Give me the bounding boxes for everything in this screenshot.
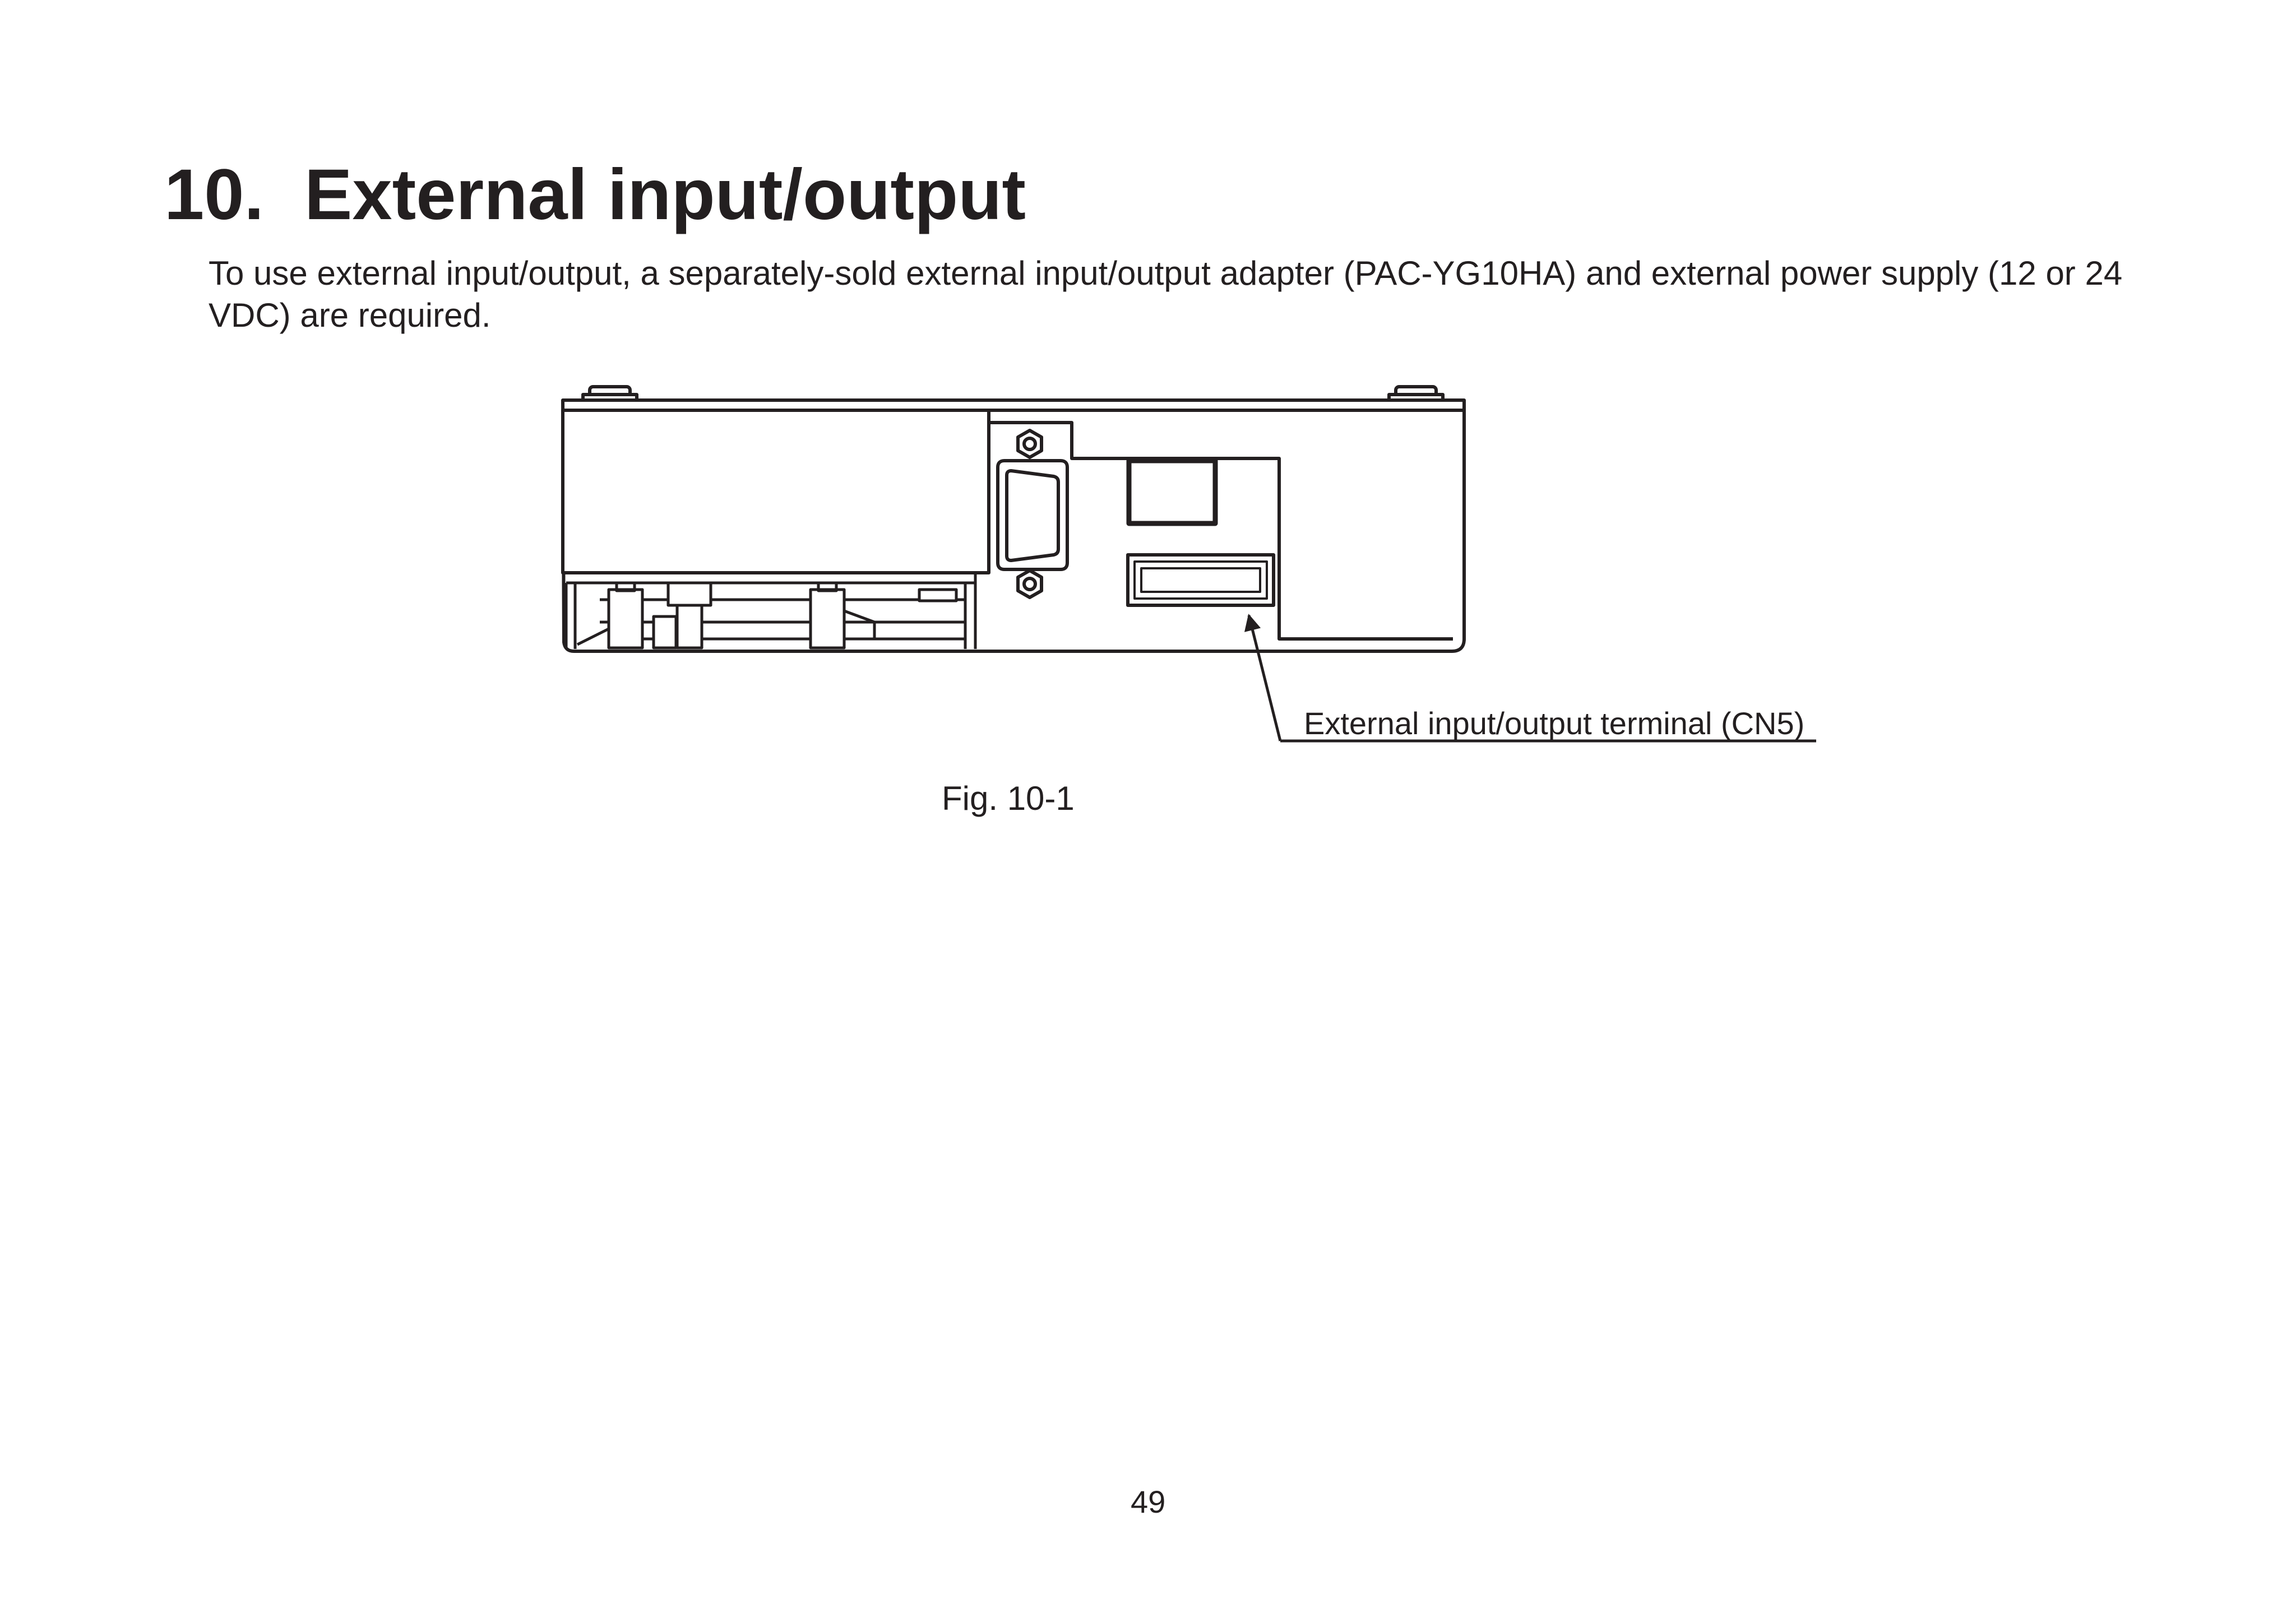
section-title: External input/output: [304, 155, 1026, 235]
dsub-screw-top: [1018, 430, 1041, 457]
cn5-callout-label: External input/output terminal (CN5): [1304, 706, 1805, 741]
section-number: 10.: [164, 155, 264, 235]
board-component: [1129, 461, 1215, 523]
intro-paragraph: To use external input/output, a separately-sold external input/output adapter (PAC-YG10HA) and external power supply (12 or 24 VDC) are required.: [209, 254, 2123, 334]
page-number: 49: [1131, 1484, 1166, 1519]
figure-caption: Fig. 10-1: [942, 780, 1075, 817]
cn5-terminal: [1128, 555, 1274, 605]
dsub-connector: [998, 461, 1067, 569]
dsub-screw-bottom: [1018, 571, 1041, 597]
cover-plate: [563, 410, 989, 573]
